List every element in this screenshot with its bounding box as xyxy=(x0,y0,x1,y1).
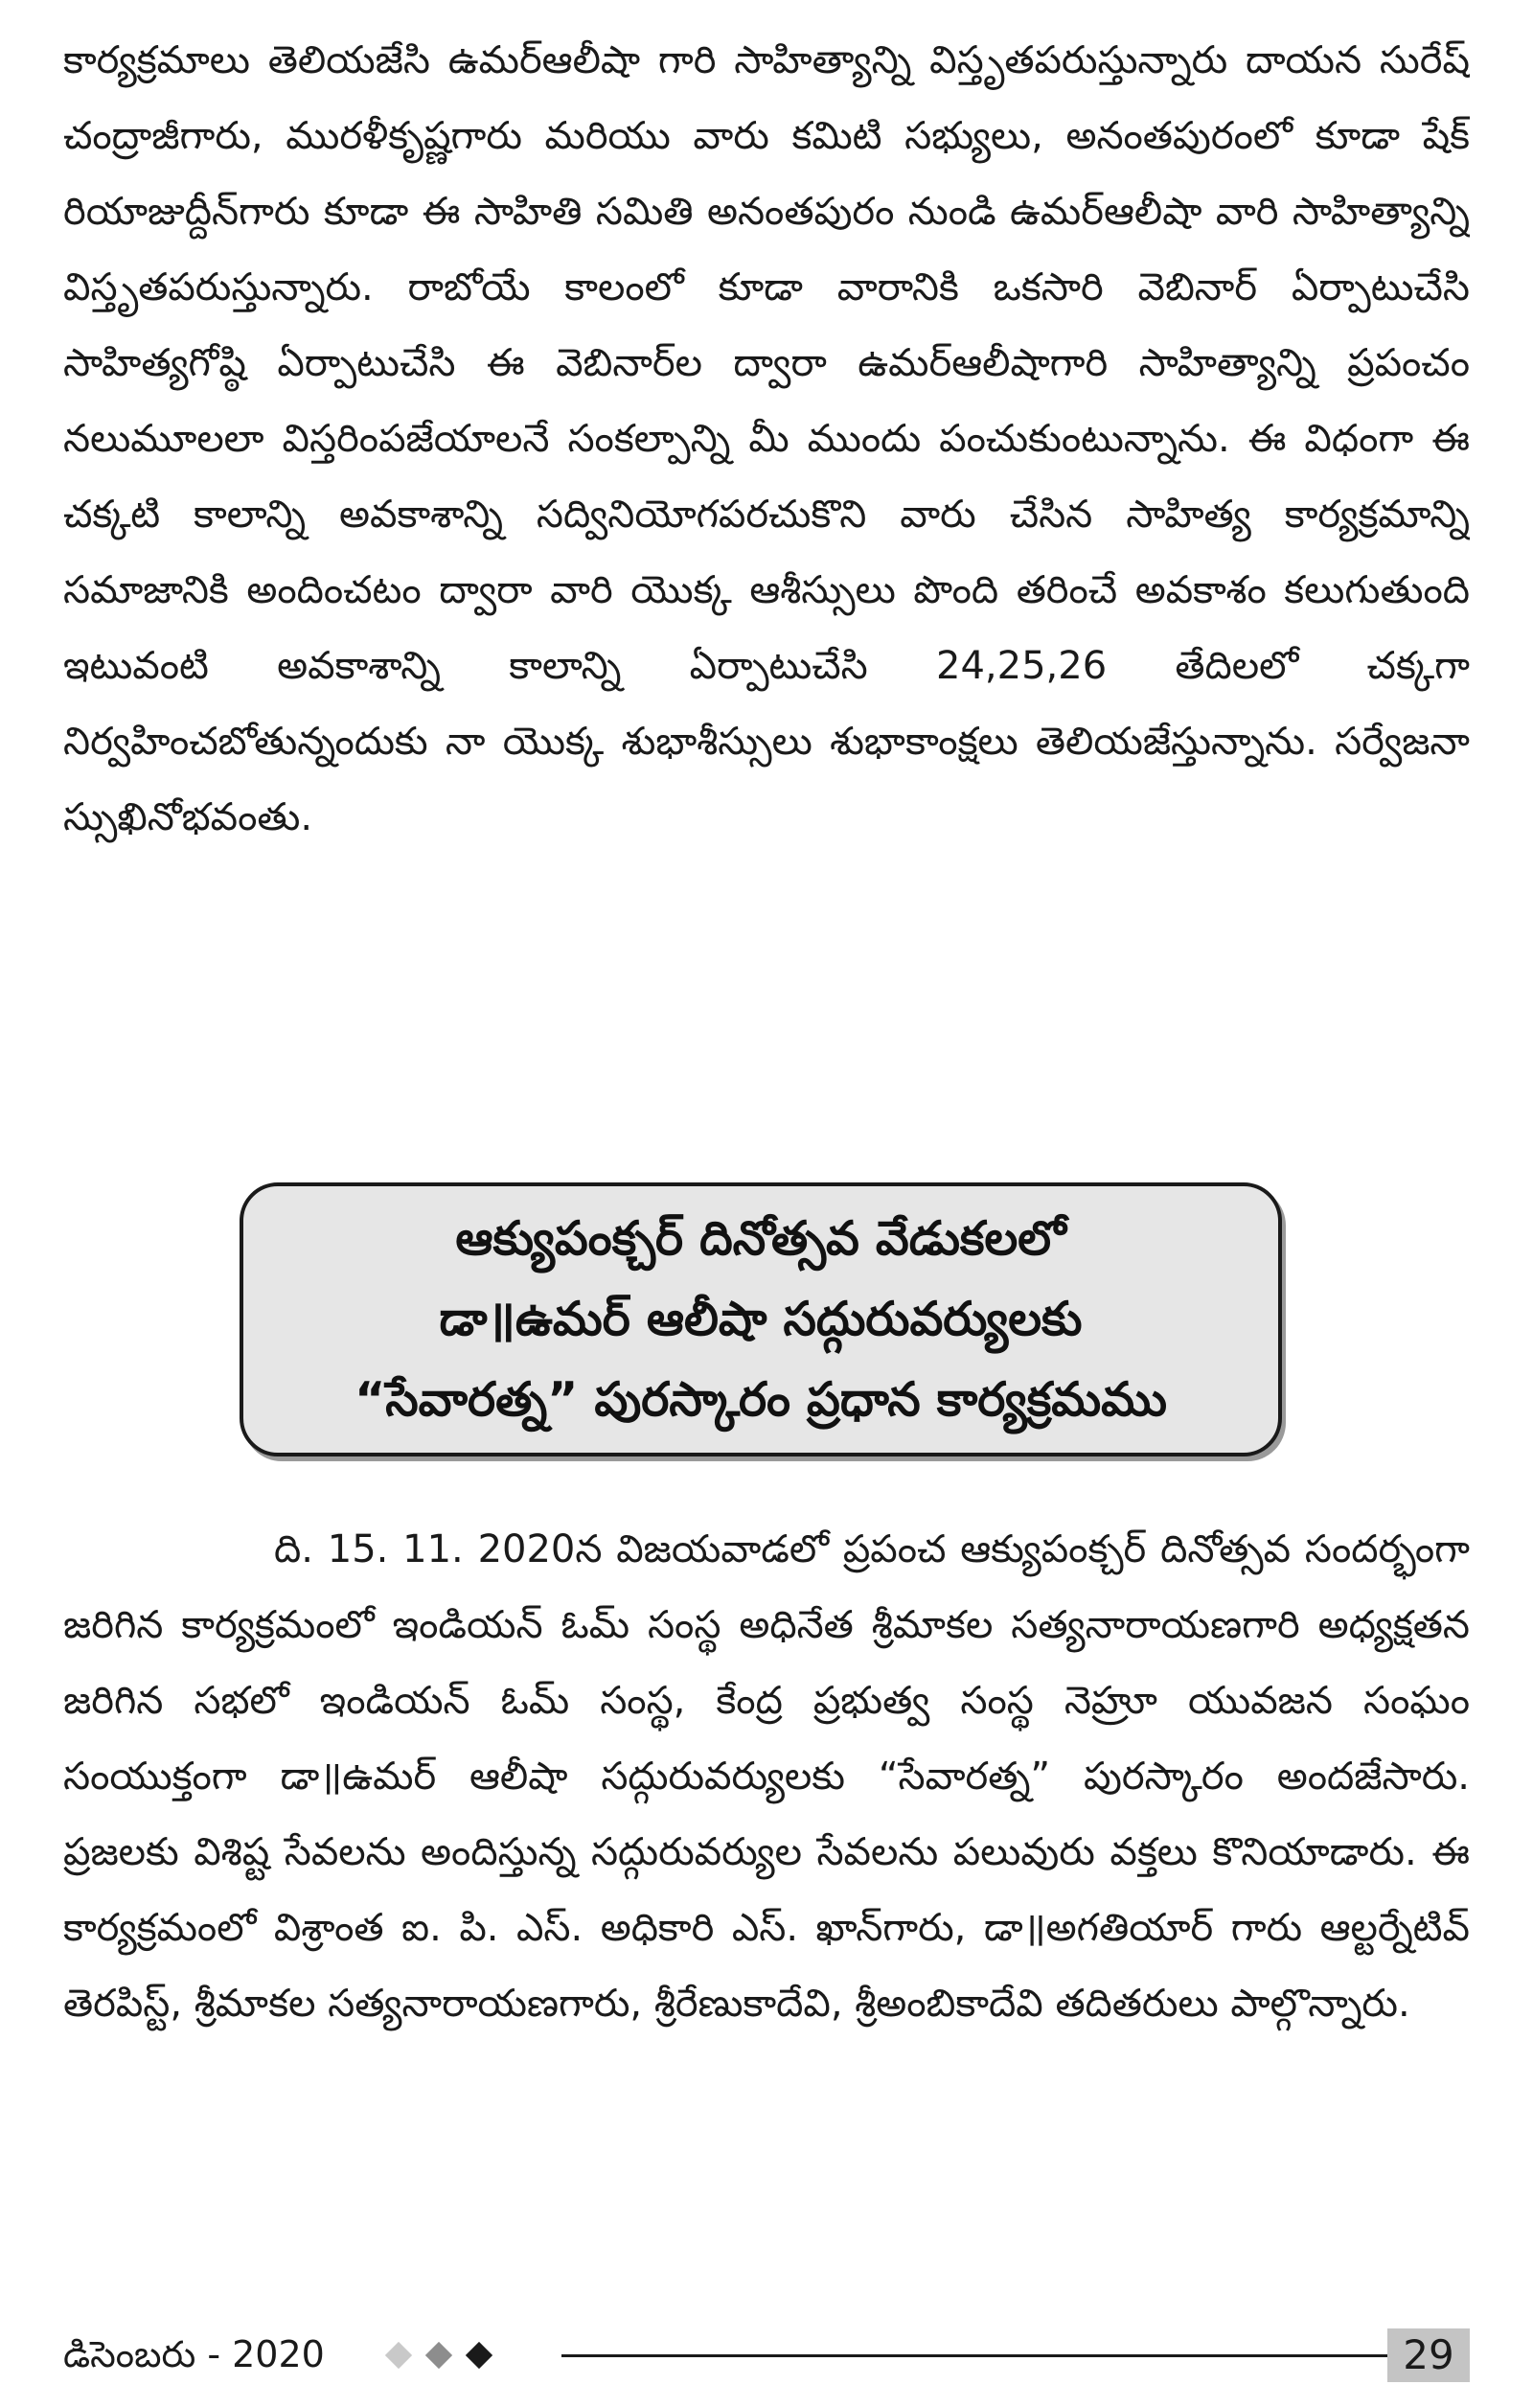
section-heading-line-3: “సేవారత్న” పురస్కారం ప్రధాన కార్యక్రమము xyxy=(355,1372,1167,1427)
footer-ornament xyxy=(389,2328,510,2382)
section-heading-box xyxy=(240,1182,1282,1456)
gray-diamond-icon xyxy=(425,2342,452,2369)
footer-month-year: డిసెంబరు - 2020 xyxy=(63,2333,325,2375)
dark-diamond-icon xyxy=(466,2342,492,2369)
section-heading-line-2: డా॥ఉమర్ ఆలీషా సద్గురువర్యులకు xyxy=(439,1292,1083,1346)
page-number: 29 xyxy=(1387,2328,1470,2382)
body-paragraph-2: ది. 15. 11. 2020న విజయవాడలో ప్రపంచ ఆక్యుపంక్చర్ దినోత్సవ సందర్భంగా జరిగిన కార్యక్రమంలో ఇండియన్ ఓమ్ సంస్థ అధినేత శ్రీమాకల సత్యనారాయణగారి అధ్యక్షతన జరిగిన సభలో ఇండియన్ ఓమ్ సంస్థ, కేంద్ర ప్రభుత్వ సంస్థ నెహ్రూ యువజన సంఘం సంయుక్తంగా డా॥ఉమర్ ఆలీషా సద్గురువర్యులకు “సేవారత్న” పురస్కారం అందజేసారు. ప్రజలకు విశిష్ట సేవలను అందిస్తున్న సద్గురువర్యుల సేవలను పలువురు వక్తలు కొనియాడారు. ఈ కార్యక్రమంలో విశ్రాంత ఐ. పి. ఎస్. అధికారి ఎస్. ఖాన్‌గారు, డా॥అగతియార్ గారు ఆల్టర్నేటివ్ తెరపిస్ట్, శ్రీమాకల సత్యనారాయణగారు, శ్రీరేణుకాదేవి, శ్రీఅంబికాదేవి తదితరులు పాల్గొన్నారు. xyxy=(63,1527,1470,2026)
page-footer xyxy=(63,2323,1470,2390)
footer-divider xyxy=(561,2354,1387,2357)
body-paragraph-1: కార్యక్రమాలు తెలియజేసి ఉమర్‌ఆలీషా గారి సాహిత్యాన్ని విస్తృతపరుస్తున్నారు దాయన సురేష్ చంద్రాజీగారు, మురళీకృష్ణగారు మరియు వారు కమిటి సభ్యులు, అనంతపురంలో కూడా షేక్ రియాజుద్దీన్‌గారు కూడా ఈ సాహితి సమితి అనంతపురం నుండి ఉమర్‌ఆలీషా వారి సాహిత్యాన్ని విస్తృతపరుస్తున్నారు. రాబోయే కాలంలో కూడా వారానికి ఒకసారి వెబినార్ ఏర్పాటుచేసి సాహిత్యగోష్ఠి ఏర్పాటుచేసి ఈ వెబినార్‌ల ద్వారా ఉమర్‌ఆలీషాగారి సాహిత్యాన్ని ప్రపంచం నలుమూలలా విస్తరింపజేయాలనే సంకల్పాన్ని మీ ముందు పంచుకుంటున్నాను. ఈ విధంగా ఈ చక్కటి కాలాన్ని అవకాశాన్ని సద్వినియోగపరచుకొని వారు చేసిన సాహిత్య కార్యక్రమాన్ని సమాజానికి అందించటం ద్వారా వారి యొక్క ఆశీస్సులు పొంది తరించే అవకాశం కలుగుతుంది ఇటువంటి అవకాశాన్ని కాలాన్ని ఏర్పాటుచేసి 24,25,26 తేదిలలో చక్కగా నిర్వహించబోతున్నందుకు నా యొక్క శుభాశీస్సులు శుభాకాంక్షలు తెలియజేస్తున్నాను. సర్వేజనా స్సుఖినోభవంతు. xyxy=(63,38,1470,839)
section-heading-line-1: ఆక్యుపంక్చర్ దినోత్సవ వేడుకలలో xyxy=(455,1211,1066,1266)
light-diamond-icon xyxy=(385,2342,412,2369)
